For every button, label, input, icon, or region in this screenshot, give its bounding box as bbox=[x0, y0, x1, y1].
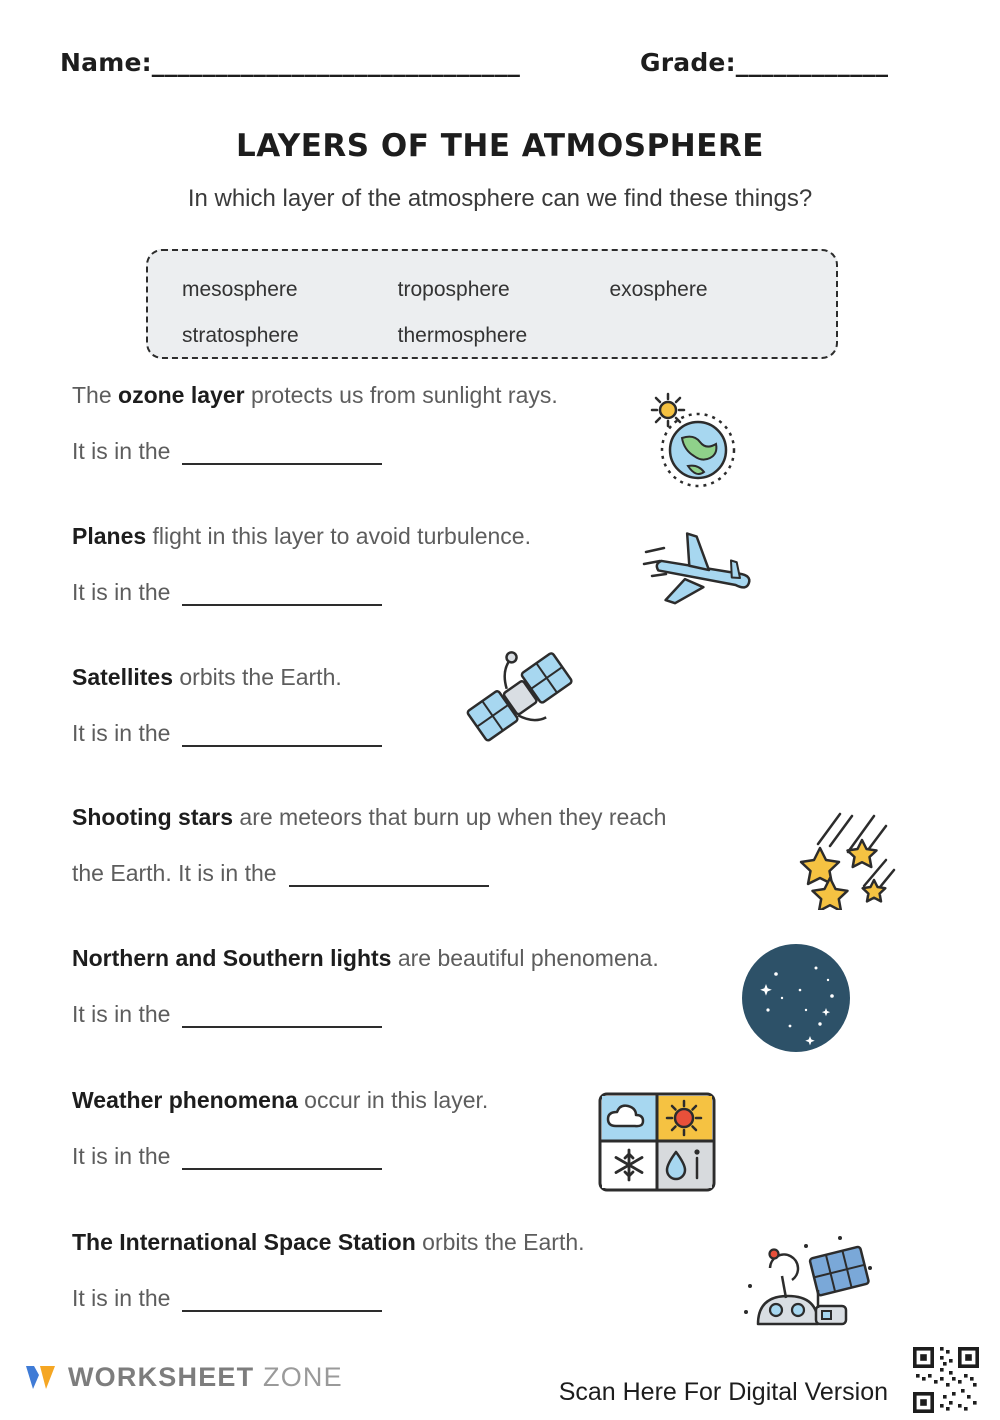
answer-prefix: It is in the bbox=[72, 438, 171, 464]
answer-blank-1[interactable] bbox=[182, 441, 382, 465]
answer-prefix: It is in the bbox=[72, 1285, 171, 1311]
question-6-answer bbox=[72, 1143, 952, 1170]
satellite-icon bbox=[458, 648, 578, 752]
answer-blank-4[interactable] bbox=[289, 863, 489, 887]
answer-prefix: It is in the bbox=[72, 1143, 171, 1169]
answer-blank-6[interactable] bbox=[182, 1146, 382, 1170]
qr-code-icon[interactable] bbox=[910, 1344, 982, 1416]
name-field-label[interactable]: Name:_____________________________ bbox=[60, 48, 521, 77]
page-title: LAYERS OF THE ATMOSPHERE bbox=[236, 128, 764, 164]
question-6 bbox=[72, 1083, 952, 1170]
word-bank bbox=[146, 249, 838, 359]
question-2-answer bbox=[72, 579, 952, 606]
word-bank-item-thermosphere[interactable]: thermosphere bbox=[397, 324, 528, 347]
word-bank-item-mesosphere[interactable]: mesosphere bbox=[182, 278, 298, 301]
answer-prefix: It is in the bbox=[72, 579, 171, 605]
worksheet-zone-logo[interactable] bbox=[24, 1362, 343, 1393]
answer-blank-5[interactable] bbox=[182, 1004, 382, 1028]
question-2-text: Planes flight in this layer to avoid turbulence. bbox=[72, 523, 531, 549]
airplane-icon bbox=[642, 522, 762, 626]
logo-text: WORKSHEET ZONE bbox=[68, 1362, 343, 1392]
answer-prefix: the Earth. It is in the bbox=[72, 860, 277, 886]
student-info-header bbox=[60, 48, 940, 77]
question-3-text: Satellites orbits the Earth. bbox=[72, 664, 342, 690]
answer-prefix: It is in the bbox=[72, 720, 171, 746]
space-station-icon bbox=[730, 1224, 890, 1338]
question-4-text: Shooting stars are meteors that burn up when they reach bbox=[72, 804, 667, 830]
question-1-answer bbox=[72, 438, 952, 465]
answer-prefix: It is in the bbox=[72, 1001, 171, 1027]
weather-grid-icon bbox=[596, 1090, 720, 1198]
question-2 bbox=[72, 519, 952, 606]
question-7-text: The International Space Station orbits the Earth. bbox=[72, 1229, 585, 1255]
word-bank-item-exosphere[interactable]: exosphere bbox=[609, 278, 708, 301]
earth-ozone-icon bbox=[640, 392, 770, 496]
answer-blank-2[interactable] bbox=[182, 582, 382, 606]
night-sky-icon bbox=[740, 940, 856, 1060]
grade-field-label[interactable]: Grade:____________ bbox=[640, 48, 889, 77]
word-bank-row bbox=[182, 313, 802, 359]
answer-blank-3[interactable] bbox=[182, 723, 382, 747]
page-subtitle: In which layer of the atmosphere can we find these things? bbox=[187, 185, 813, 212]
word-bank-row bbox=[182, 267, 802, 313]
question-4-answer bbox=[72, 860, 489, 887]
answer-blank-7[interactable] bbox=[182, 1288, 382, 1312]
shooting-stars-icon bbox=[790, 800, 920, 914]
word-bank-item-stratosphere[interactable]: stratosphere bbox=[182, 324, 299, 347]
question-1 bbox=[72, 378, 952, 465]
question-6-text: Weather phenomena occur in this layer. bbox=[72, 1087, 489, 1113]
question-1-text: The ozone layer protects us from sunlight rays. bbox=[72, 382, 558, 408]
logo-mark-icon bbox=[24, 1363, 58, 1393]
question-5-text: Northern and Southern lights are beautiful phenomena. bbox=[72, 945, 659, 971]
word-bank-item-troposphere[interactable]: troposphere bbox=[397, 278, 510, 301]
scan-instruction-text: Scan Here For Digital Version bbox=[558, 1378, 888, 1406]
